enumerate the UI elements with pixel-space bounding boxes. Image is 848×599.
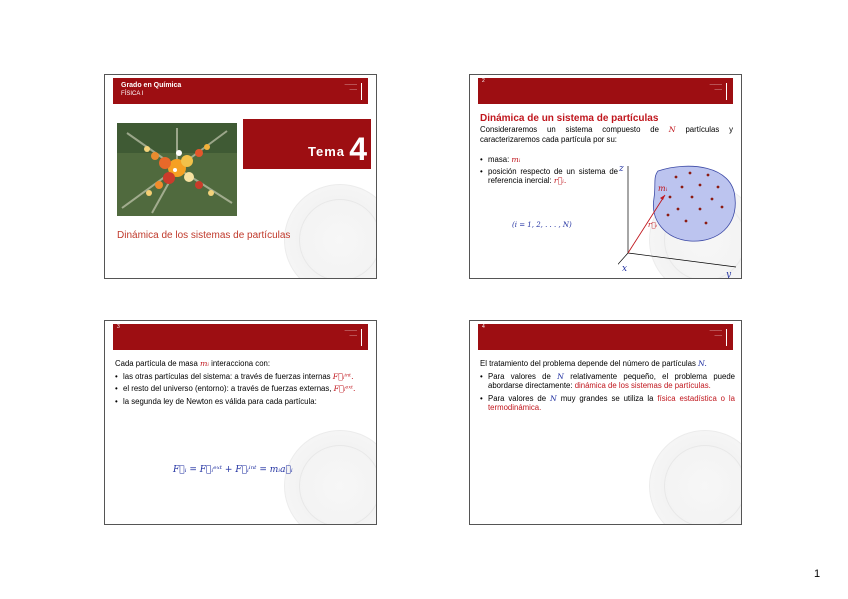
list-item bbox=[480, 155, 618, 165]
slide-2 bbox=[469, 74, 742, 279]
list-item bbox=[480, 372, 735, 391]
interaction-list bbox=[115, 372, 370, 407]
symbol-internal-force: F⃗ᵢⁱⁿᵗ. bbox=[332, 371, 354, 381]
university-logo: ───── ─── bbox=[678, 329, 727, 346]
university-logo: ───── ─── bbox=[678, 83, 727, 100]
bullet-text-b: muy grandes se utiliza la bbox=[560, 393, 654, 403]
symbol-n: N bbox=[557, 371, 564, 381]
university-seal-watermark bbox=[649, 430, 742, 525]
bullet-text: el resto del universo (entorno): a través de fuerzas externas, bbox=[123, 384, 332, 394]
slide-title: Dinámica de un sistema de partículas bbox=[480, 113, 659, 124]
intro-text-a: Cada partícula de masa bbox=[115, 359, 198, 368]
intro-text-b: interacciona con: bbox=[211, 359, 271, 368]
highlight-text: física estadística o la termodinámica. bbox=[488, 393, 735, 413]
intro-text-a: Consideraremos un sistema compuesto de bbox=[480, 125, 659, 134]
slide-header bbox=[113, 324, 368, 350]
mass-label: mᵢ bbox=[658, 184, 668, 193]
property-list bbox=[480, 155, 618, 188]
slide-body bbox=[115, 359, 370, 409]
slide-title: Dinámica de los sistemas de partículas bbox=[117, 230, 291, 241]
symbol-mass: mᵢ bbox=[511, 155, 521, 164]
bullet-text: la segunda ley de Newton es válida para cada partícula: bbox=[123, 396, 317, 406]
axis-y-label: y bbox=[726, 270, 732, 278]
intro-text-b: partículas y caracterizaremos cada partícula por su: bbox=[480, 125, 733, 144]
slide-header bbox=[478, 324, 733, 350]
slide-header bbox=[113, 78, 368, 104]
symbol-n: N bbox=[550, 393, 557, 403]
particle-system-diagram bbox=[618, 163, 740, 278]
highlight-text: dinámica de los sistemas de partículas. bbox=[574, 381, 711, 391]
university-logo: ───── ─── bbox=[313, 329, 362, 346]
intro-paragraph bbox=[480, 125, 733, 144]
university-seal-watermark bbox=[284, 430, 377, 525]
slide-3 bbox=[104, 320, 377, 525]
tema-number: 4 bbox=[349, 131, 367, 167]
tema-label: Tema bbox=[308, 144, 345, 159]
symbol-external-force: F⃗ᵢᵉˣᵗ. bbox=[333, 384, 356, 394]
bullet-text: las otras partículas del sistema: a través de fuerzas internas bbox=[123, 371, 331, 381]
list-item bbox=[115, 372, 370, 382]
symbol-n: N. bbox=[698, 359, 707, 368]
subject-name: FÍSICA I bbox=[121, 91, 144, 97]
list-item bbox=[480, 167, 618, 186]
slide-4 bbox=[469, 320, 742, 525]
approach-list bbox=[480, 372, 735, 413]
slide-header bbox=[478, 78, 733, 104]
bullet-text-a: Para valores de bbox=[488, 393, 547, 403]
slide-number: 4 bbox=[482, 324, 485, 330]
bullet-text-b: relativamente pequeño, el problema puede abordarse directamente: bbox=[488, 371, 736, 391]
tema-banner bbox=[243, 119, 371, 169]
slide-number: 3 bbox=[117, 324, 120, 330]
list-item bbox=[480, 394, 735, 413]
slide-number: 2 bbox=[482, 78, 485, 84]
list-item bbox=[115, 397, 370, 407]
bullet-text-a: Para valores de bbox=[488, 371, 551, 381]
newton-equation: F⃗ᵢ = F⃗ᵢᵉˣᵗ + F⃗ᵢⁱⁿᵗ = mᵢa⃗ᵢ bbox=[173, 465, 293, 475]
axis-z-label: z bbox=[619, 164, 624, 174]
bullet-text: masa: bbox=[488, 155, 510, 164]
page-number: 1 bbox=[814, 568, 821, 580]
university-seal-watermark bbox=[284, 184, 377, 279]
axis-x-label: x bbox=[622, 264, 628, 274]
symbol-mass: mᵢ bbox=[199, 359, 209, 368]
university-logo: ───── ─── bbox=[313, 83, 362, 100]
slide-body bbox=[480, 359, 735, 416]
course-name: Grado en Química bbox=[121, 82, 182, 89]
intro-text-a: El tratamiento del problema depende del número de partículas bbox=[480, 359, 696, 368]
index-range: (i = 1, 2, . . . , N) bbox=[512, 221, 572, 229]
intro-paragraph bbox=[480, 359, 735, 369]
position-vector-label: r⃗ᵢ bbox=[648, 221, 657, 229]
list-item bbox=[115, 384, 370, 394]
slide-1 bbox=[104, 74, 377, 279]
symbol-n: N bbox=[668, 125, 676, 134]
intro-paragraph bbox=[115, 359, 370, 369]
particles-photo bbox=[117, 123, 237, 216]
symbol-position: r⃗ᵢ. bbox=[553, 176, 567, 186]
bullet-text: posición respecto de un sistema de referencia inercial: bbox=[488, 166, 618, 186]
